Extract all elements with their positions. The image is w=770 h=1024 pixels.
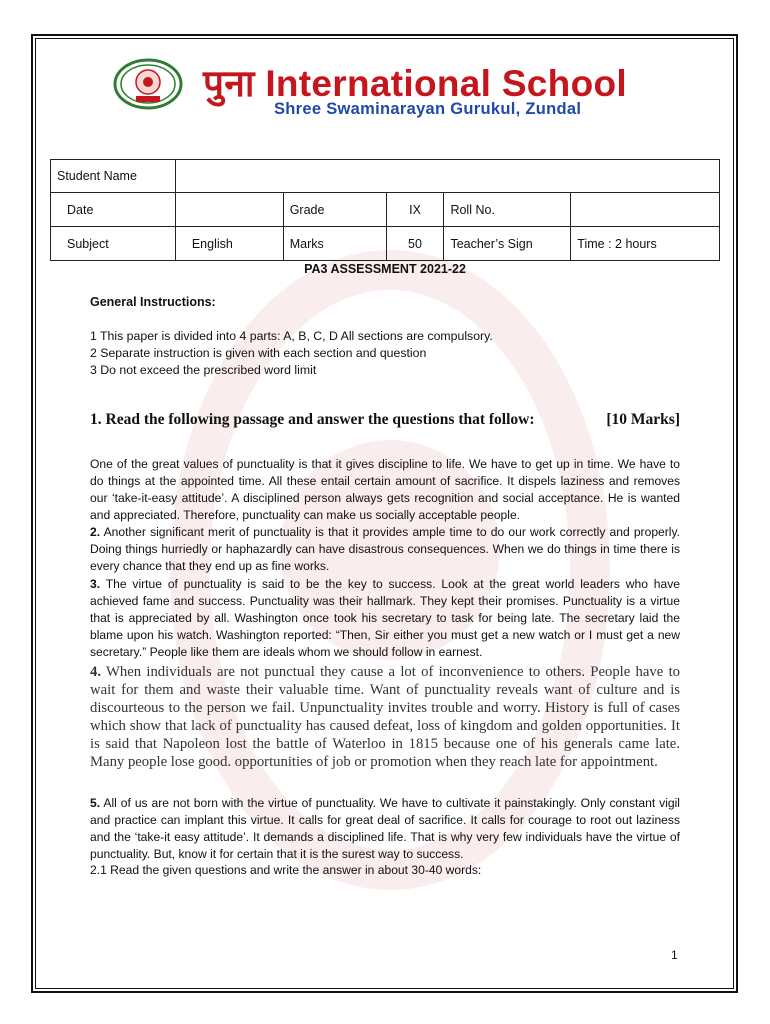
time-label: Time : 2 hours — [571, 227, 720, 261]
school-logo-icon — [112, 58, 184, 110]
passage-paragraph-1: One of the great values of punctuality is that it gives discipline to life. We have to get up in time. We have to do things at the appointed time. All these entail certain amount of sacrifice. It dispels laziness and removes our ‘take-it-easy attitude’. A disciplined person always gets recognition and social acceptance. He is wanted and appreciated. Therefore, punctuality can make us socially acceptable people. — [90, 457, 680, 522]
paragraph-number: 4. — [90, 664, 102, 680]
marks-value: 50 — [386, 227, 444, 261]
page-number: 1 — [671, 948, 678, 962]
paragraph-number: 5. — [90, 796, 101, 810]
passage-paragraph-4 — [90, 663, 680, 771]
school-subtitle: Shree Swaminarayan Gurukul, Zundal — [274, 100, 582, 118]
roll-label: Roll No. — [444, 193, 571, 227]
school-name-hindi: पुना — [203, 62, 255, 105]
instruction-item: 3 Do not exceed the prescribed word limit — [90, 363, 317, 377]
paragraph-text: All of us are not born with the virtue of punctuality. We have to cultivate it painstakingly. Only constant vigil and practice can implant this virtue. It calls for great deal of sacrifice. It calls for courage to root out laziness and the ‘take-it easy attitude’. It demands a disciplined life. That is why very few individuals have the virtue of punctuality. But, know it for certain that it is the surest way to success. — [90, 796, 680, 861]
subject-label: Subject — [51, 227, 176, 261]
paragraph-text: When individuals are not punctual they cause a lot of inconvenience to others. People have to wait for them and waste their valuable time. Want of punctuality reveals want of culture and is discourteous to the person we fail. Unpunctuality invites trouble and worry. History is full of cases which show that lack of punctuality has caused defeat, loss of kingdom and golden opportunities. It is said that Napoleon lost the battle of Waterloo in 1815 because one of his generals came late. Many people lose good. opportunities of job or promotion when they reach late for appointment. — [90, 664, 680, 770]
passage-paragraph-5 — [90, 795, 680, 863]
passage-paragraph-2 — [90, 524, 680, 575]
paragraph-number: 2. — [90, 525, 101, 539]
date-label: Date — [51, 193, 176, 227]
grade-label: Grade — [283, 193, 386, 227]
instructions-list — [90, 328, 493, 379]
date-field[interactable] — [175, 193, 283, 227]
question-1-text: 1. Read the following passage and answer the questions that follow: — [90, 411, 535, 428]
teacher-sign-label: Teacher’s Sign — [444, 227, 571, 261]
student-info-table — [50, 159, 720, 261]
student-name-field[interactable] — [175, 160, 719, 193]
passage-paragraph-3 — [90, 576, 680, 661]
instructions-heading: General Instructions: — [90, 295, 216, 309]
grade-value: IX — [386, 193, 444, 227]
question-1-heading — [90, 411, 680, 429]
question-1-marks: [10 Marks] — [606, 411, 680, 428]
student-name-label: Student Name — [51, 160, 176, 193]
subject-value: English — [175, 227, 283, 261]
paragraph-text: Another significant merit of punctuality is that it provides ample time to do our work correctly and properly. Doing things hurriedly or haphazardly can have disastrous consequences. When we do things in time there is every chance that they end up as fine works. — [90, 525, 680, 573]
marks-label: Marks — [283, 227, 386, 261]
paragraph-text: The virtue of punctuality is said to be the key to success. Look at the great world leaders who have achieved fame and success. Punctuality was their hallmark. They kept their promises. Punctuality is a virtue that is appreciated by all. Washington once took his secretary to task for being late. The secretary laid the blame upon his watch. Washington reported: “Then, Sir either you must get a new watch or I must get a new secretary.” People like them are ideals whom we should follow in earnest. — [90, 577, 680, 659]
instruction-item: 1 This paper is divided into 4 parts: A, B, C, D All sections are compulsory. — [90, 329, 493, 343]
instruction-item: 2 Separate instruction is given with each section and question — [90, 346, 427, 360]
roll-field[interactable] — [571, 193, 720, 227]
assessment-title: PA3 ASSESSMENT 2021-22 — [304, 262, 466, 276]
paragraph-number: 3. — [90, 577, 101, 591]
sub-question-2-1: 2.1 Read the given questions and write the answer in about 30-40 words: — [90, 863, 482, 877]
school-name-english: International School — [265, 63, 627, 104]
